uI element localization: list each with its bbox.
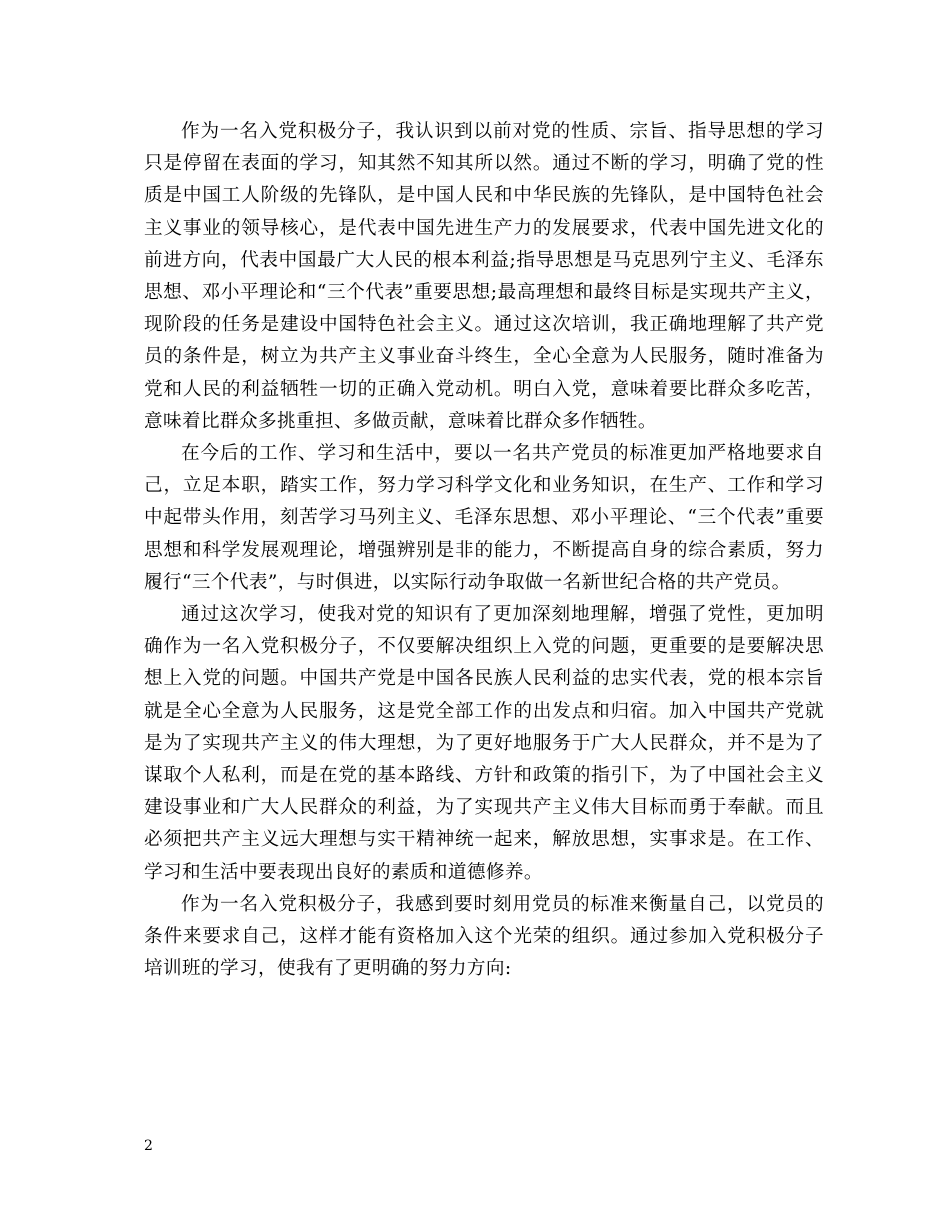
paragraph-3: 通过这次学习，使我对党的知识有了更加深刻地理解，增强了党性，更加明确作为一名入党积极分子，不仅要解决组织上入党的问题，更重要的是要解决思想上入党的问题。中国共产党是中国各民族人民利益的忠实代表，党的根本宗旨就是全心全意为人民服务，这是党全部工作的出发点和归宿。加入中国共产党就是为了实现共产主义的伟大理想，为了更好地服务于广大人民群众，并不是为了谋取个人私利，而是在党的基本路线、方针和政策的指引下，为了中国社会主义建设事业和广大人民群众的利益，为了实现共产主义伟大目标而勇于奉献。而且必须把共产主义远大理想与实干精神统一起来，解放思想，实事求是。在工作、学习和生活中要表现出良好的素质和道德修养。 — [144, 604, 824, 883]
page-number: 2 — [144, 1138, 153, 1154]
document-body — [144, 116, 824, 985]
paragraph-4: 作为一名入党积极分子，我感到要时刻用党员的标准来衡量自己，以党员的条件来要求自己，这样才能有资格加入这个光荣的组织。通过参加入党积极分子培训班的学习，使我有了更明确的努力方向: — [144, 893, 824, 980]
paragraph-1: 作为一名入党积极分子，我认识到以前对党的性质、宗旨、指导思想的学习只是停留在表面的学习，知其然不知其所以然。通过不断的学习，明确了党的性质是中国工人阶级的先锋队，是中国人民和中华民族的先锋队，是中国特色社会主义事业的领导核心，是代表中国先进生产力的发展要求，代表中国先进文化的前进方向，代表中国最广大人民的根本利益;指导思想是马克思列宁主义、毛泽东思想、邓小平理论和“三个代表”重要思想;最高理想和最终目标是实现共产主义，现阶段的任务是建设中国特色社会主义。通过这次培训，我正确地理解了共产党员的条件是，树立为共产主义事业奋斗终生，全心全意为人民服务，随时准备为党和人民的利益牺牲一切的正确入党动机。明白入党，意味着要比群众多吃苦，意味着比群众多挑重担、多做贡献，意味着比群众多作牺牲。 — [144, 121, 824, 432]
paragraph-2: 在今后的工作、学习和生活中，要以一名共产党员的标准更加严格地要求自己，立足本职，踏实工作，努力学习科学文化和业务知识，在生产、工作和学习中起带头作用，刻苦学习马列主义、毛泽东思想、邓小平理论、“三个代表”重要思想和科学发展观理论，增强辨别是非的能力，不断提高自身的综合素质，努力履行“三个代表”，与时俱进，以实际行动争取做一名新世纪合格的共产党员。 — [144, 443, 824, 593]
